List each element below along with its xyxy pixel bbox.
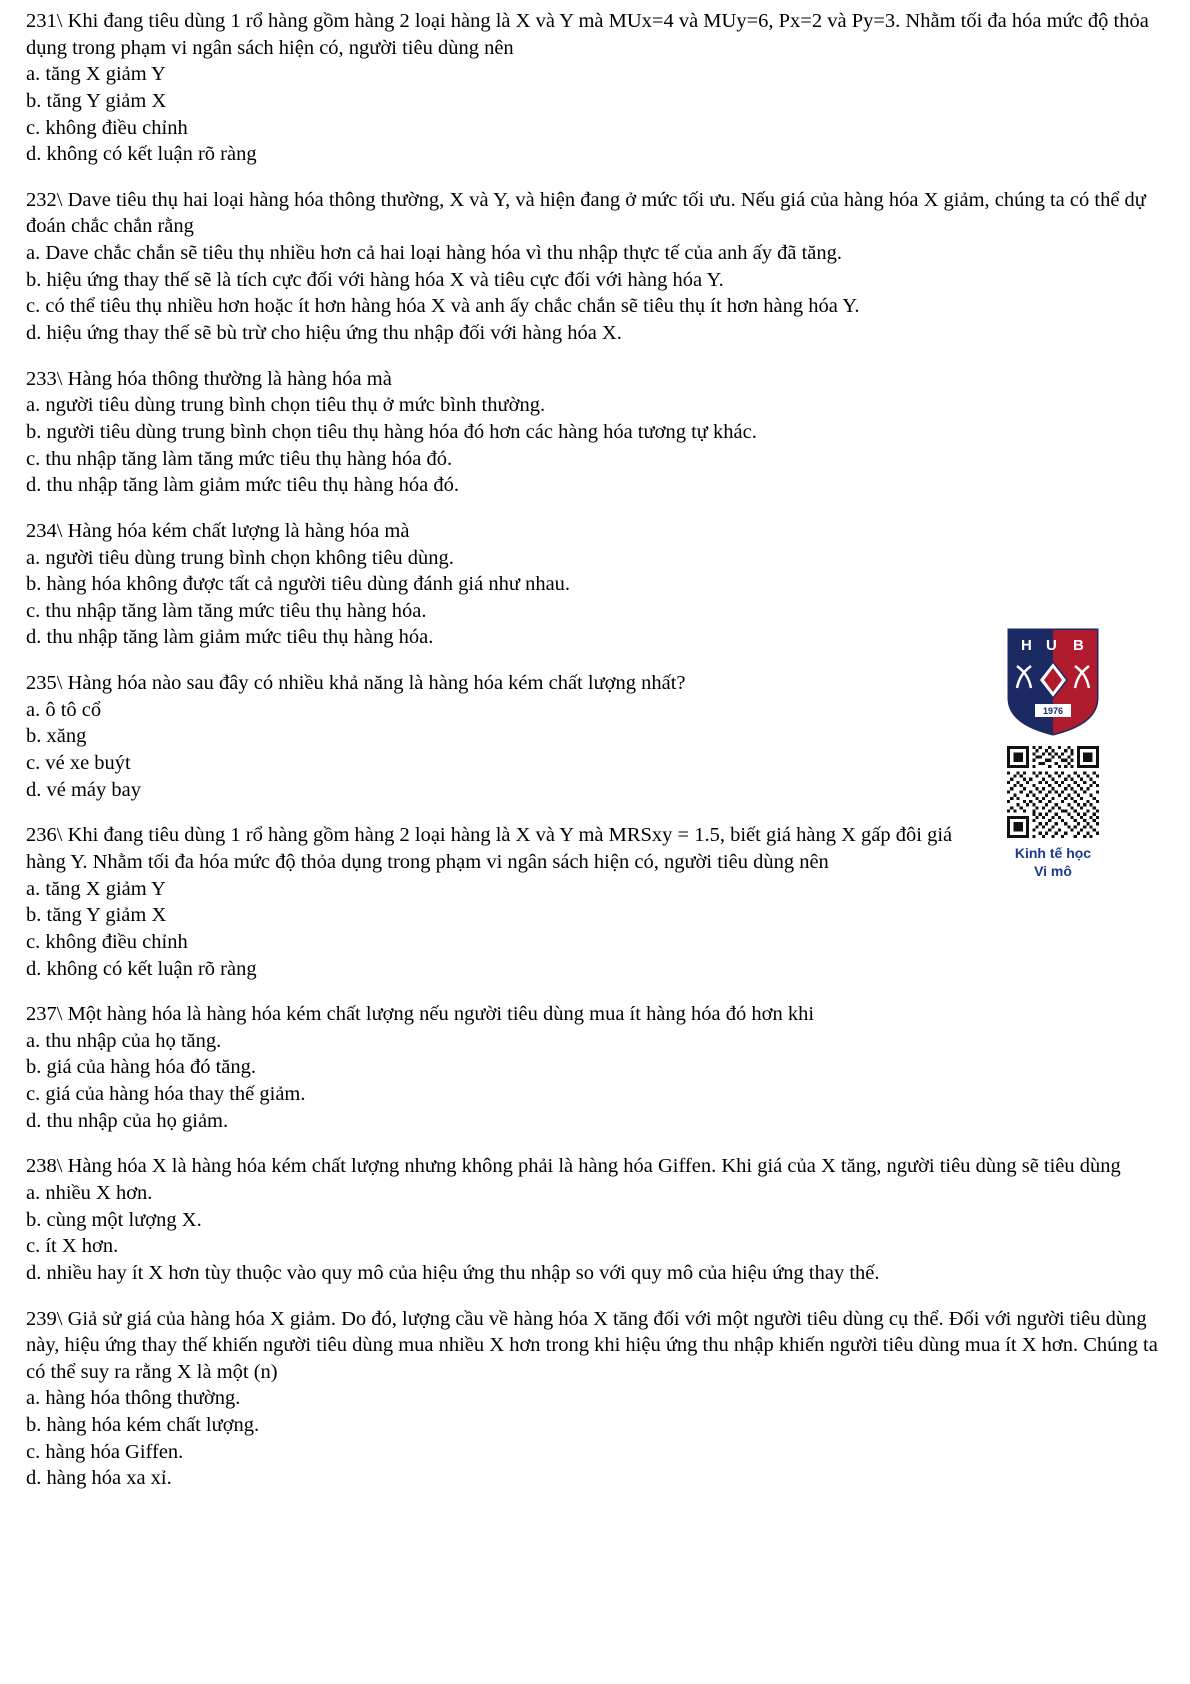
question-option: d. thu nhập tăng làm giảm mức tiêu thụ hàng hóa đó. [26, 474, 459, 497]
question-block [26, 1001, 1166, 1134]
question-option: d. không có kết luận rõ ràng [26, 957, 257, 980]
question-block [26, 1153, 1166, 1286]
qr-code-image [1007, 746, 1099, 838]
svg-text:U: U [1046, 637, 1057, 654]
question-block [26, 187, 1166, 347]
question-option: a. hàng hóa thông thường. [26, 1387, 241, 1410]
question-option: b. xăng [26, 725, 87, 748]
question-option: b. tăng Y giảm X [26, 904, 167, 927]
question-stem: 232\ Dave tiêu thụ hai loại hàng hóa thông thường, X và Y, và hiện đang ở mức tối ưu. Nếu giá của hàng hóa X giảm, chúng ta có thể dự đoán chắc chắn rằng [26, 188, 1146, 238]
question-option: a. người tiêu dùng trung bình chọn không tiêu dùng. [26, 546, 454, 569]
svg-text:H: H [1021, 637, 1032, 654]
question-stem: 236\ Khi đang tiêu dùng 1 rổ hàng gồm hàng 2 loại hàng là X và Y mà MRSxy = 1.5, biết giá hàng X gấp đôi giá hàng Y. Nhằm tối đa hóa mức độ thỏa dụng trong phạm vi ngân sách hiện có, người tiêu dùng nên [26, 824, 953, 873]
question-option: a. tăng X giảm Y [26, 63, 166, 86]
shield-icon [1007, 628, 1099, 736]
question-option: a. thu nhập của họ tăng. [26, 1029, 222, 1052]
question-option: a. người tiêu dùng trung bình chọn tiêu thụ ở mức bình thường. [26, 394, 546, 417]
question-option: d. thu nhập của họ giảm. [26, 1109, 229, 1132]
question-option: b. hiệu ứng thay thế sẽ là tích cực đối với hàng hóa X và tiêu cực đối với hàng hóa Y. [26, 268, 724, 291]
question-option: c. không điều chỉnh [26, 116, 188, 139]
question-option: c. thu nhập tăng làm tăng mức tiêu thụ hàng hóa đó. [26, 447, 453, 470]
question-option: c. không điều chỉnh [26, 930, 188, 953]
question-stem: 231\ Khi đang tiêu dùng 1 rổ hàng gồm hàng 2 loại hàng là X và Y mà MUx=4 và MUy=6, Px=2 và Py=3. Nhằm tối đa hóa mức độ thỏa dụng trong phạm vi ngân sách hiện có, người tiêu dùng nên [26, 10, 1149, 59]
shield-year-label: 1976 [1042, 706, 1064, 716]
question-option: c. thu nhập tăng làm tăng mức tiêu thụ hàng hóa. [26, 599, 427, 622]
question-stem: 235\ Hàng hóa nào sau đây có nhiều khả năng là hàng hóa kém chất lượng nhất? [26, 672, 686, 695]
question-option: b. cùng một lượng X. [26, 1208, 202, 1231]
question-stem: 237\ Một hàng hóa là hàng hóa kém chất lượng nếu người tiêu dùng mua ít hàng hóa đó hơn khi [26, 1003, 815, 1026]
svg-text:B: B [1073, 637, 1084, 654]
badge-caption-line2: Vi mô [1034, 862, 1072, 879]
question-option: d. nhiều hay ít X hơn tùy thuộc vào quy mô của hiệu ứng thu nhập so với quy mô của hiệu ứng thay thế. [26, 1261, 880, 1284]
hub-shield-logo [1007, 628, 1099, 736]
question-stem: 239\ Giả sử giá của hàng hóa X giảm. Do đó, lượng cầu về hàng hóa X tăng đối với một người tiêu dùng cụ thể. Đối với người tiêu dùng này, hiệu ứng thay thế khiến người tiêu dùng mua nhiều X hơn trong khi hiệu ứng thu nhập khiến người tiêu dùng mua ít X hơn. Chúng ta có thể suy ra rằng X là một (n) [26, 1307, 1158, 1383]
question-block [26, 1306, 1166, 1492]
question-block [26, 8, 1166, 168]
question-stem: 234\ Hàng hóa kém chất lượng là hàng hóa mà [26, 519, 410, 542]
badge-caption-line1: Kinh tế học [1014, 845, 1092, 861]
question-option: d. không có kết luận rõ ràng [26, 143, 257, 166]
question-block [26, 366, 1166, 499]
question-option: b. hàng hóa kém chất lượng. [26, 1414, 260, 1437]
question-option: d. hiệu ứng thay thế sẽ bù trừ cho hiệu ứng thu nhập đối với hàng hóa X. [26, 322, 622, 345]
question-option: b. hàng hóa không được tất cả người tiêu dùng đánh giá như nhau. [26, 573, 571, 596]
question-option: a. nhiều X hơn. [26, 1181, 153, 1204]
question-option: b. người tiêu dùng trung bình chọn tiêu thụ hàng hóa đó hơn các hàng hóa tương tự khác. [26, 420, 757, 443]
question-option: b. giá của hàng hóa đó tăng. [26, 1056, 256, 1079]
question-option: a. ô tô cổ [26, 698, 102, 721]
question-option: d. vé máy bay [26, 778, 141, 801]
question-stem: 238\ Hàng hóa X là hàng hóa kém chất lượng nhưng không phải là hàng hóa Giffen. Khi giá của X tăng, người tiêu dùng sẽ tiêu dùng [26, 1155, 1121, 1178]
brand-badge [988, 628, 1118, 880]
question-option: c. ít X hơn. [26, 1235, 119, 1258]
question-option: c. hàng hóa Giffen. [26, 1440, 184, 1463]
question-option: c. có thể tiêu thụ nhiều hơn hoặc ít hơn hàng hóa X và anh ấy chắc chắn sẽ tiêu thụ ít hơn hàng hóa Y. [26, 295, 860, 318]
question-option: c. vé xe buýt [26, 752, 131, 775]
question-option: a. Dave chắc chắn sẽ tiêu thụ nhiều hơn cả hai loại hàng hóa vì thu nhập thực tế của anh ấy đã tăng. [26, 242, 843, 265]
badge-caption [988, 845, 1118, 880]
question-option: c. giá của hàng hóa thay thế giảm. [26, 1083, 306, 1106]
question-option: d. thu nhập tăng làm giảm mức tiêu thụ hàng hóa. [26, 626, 434, 649]
question-option: b. tăng Y giảm X [26, 89, 167, 112]
question-option: d. hàng hóa xa xỉ. [26, 1467, 172, 1490]
question-option: a. tăng X giảm Y [26, 877, 166, 900]
question-stem: 233\ Hàng hóa thông thường là hàng hóa mà [26, 367, 392, 390]
